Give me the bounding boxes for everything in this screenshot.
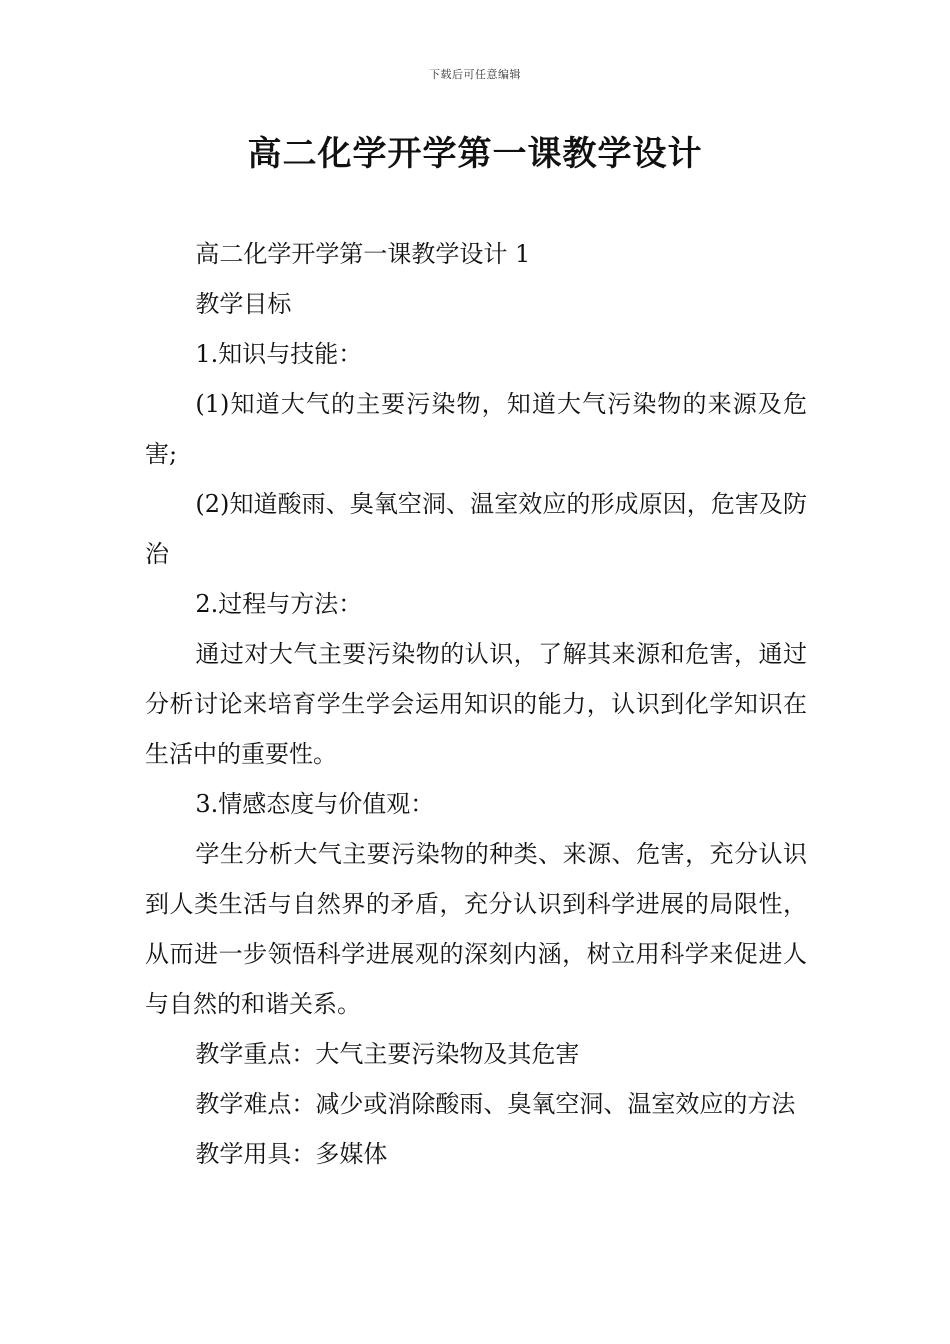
section-heading: 高二化学开学第一课教学设计 1 (195, 240, 531, 268)
objective-1-item-1: (1)知道大气的主要污染物，知道大气污染物的来源及危害; (145, 390, 807, 468)
objective-3-heading: 3.情感态度与价值观： (195, 790, 435, 818)
teaching-tools: 教学用具：多媒体 (195, 1140, 388, 1168)
objective-1-heading: 1.知识与技能： (195, 340, 363, 368)
objectives-heading: 教学目标 (195, 290, 292, 318)
objective-2-text: 通过对大气主要污染物的认识，了解其来源和危害，通过分析讨论来培育学生学会运用知识的能力，认识到化学知识在生活中的重要性。 (145, 640, 807, 768)
header-note: 下载后可任意编辑 (429, 68, 521, 81)
page-title: 高二化学开学第一课教学设计 (247, 134, 703, 174)
objective-1-item-2: (2)知道酸雨、臭氧空洞、温室效应的形成原因，危害及防治 (145, 490, 807, 568)
document-body (145, 229, 807, 1179)
objective-2-heading: 2.过程与方法： (195, 590, 363, 618)
teaching-difficulty: 教学难点：减少或消除酸雨、臭氧空洞、温室效应的方法 (195, 1090, 796, 1118)
teaching-key-point: 教学重点：大气主要污染物及其危害 (195, 1040, 580, 1068)
objective-3-text: 学生分析大气主要污染物的种类、来源、危害，充分认识到人类生活与自然界的矛盾，充分认识到科学进展的局限性，从而进一步领悟科学进展观的深刻内涵，树立用科学来促进人与自然的和谐关系。 (145, 840, 807, 1018)
